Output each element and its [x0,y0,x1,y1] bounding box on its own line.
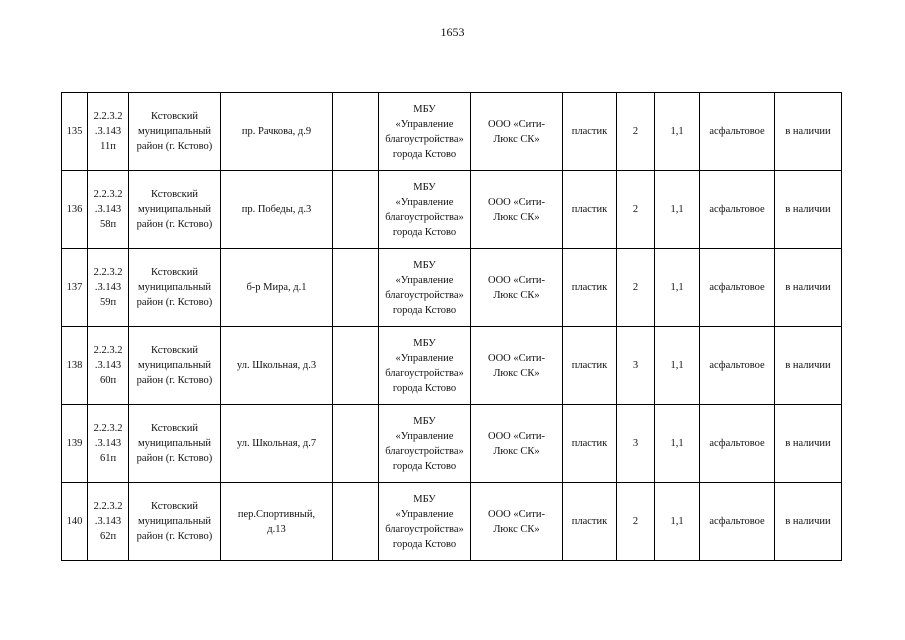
empty-cell [333,249,379,327]
district-line: район (г. Кстово) [136,453,213,464]
site-code-line: 2.2.3.2 [93,423,123,434]
district-line: район (г. Кстово) [136,375,213,386]
owner-line: благоустройства» [385,289,464,301]
surface-type-cell: асфальтовое [700,93,775,171]
empty-cell [333,483,379,561]
district-line: Кстовский [151,345,198,356]
owner-line: благоустройства» [385,211,464,223]
table-row [62,93,842,171]
owner-line: «Управление [395,196,454,208]
site-code-line: 61п [99,453,117,464]
site-code-cell [88,327,129,405]
operator-line: Люкс СК» [493,367,540,379]
row-number-cell: 140 [62,483,88,561]
owner-line: города Кстово [392,304,457,316]
owner-line: благоустройства» [385,133,464,145]
site-code-line: 58п [99,219,117,230]
district-cell [129,93,221,171]
surface-type-cell: асфальтовое [700,483,775,561]
address-cell [221,171,333,249]
table-row [62,405,842,483]
district-line: район (г. Кстово) [136,141,213,152]
row-number-cell: 136 [62,171,88,249]
district-cell [129,171,221,249]
site-code-line: 2.2.3.2 [93,501,123,512]
site-code-cell [88,93,129,171]
owner-line: МБУ [413,493,436,505]
table-row [62,483,842,561]
owner-line: благоустройства» [385,523,464,535]
operator-line: ООО «Сити- [488,508,545,520]
material-cell: пластик [563,483,617,561]
table-row [62,171,842,249]
operator-line: Люкс СК» [493,133,540,145]
owner-line: города Кстово [392,148,457,160]
container-volume-cell: 1,1 [655,327,700,405]
site-code-line: .3.143 [94,282,122,293]
material-cell: пластик [563,405,617,483]
operator-cell [471,249,563,327]
site-code-line: 2.2.3.2 [93,111,123,122]
surface-type-cell: асфальтовое [700,171,775,249]
availability-cell: в наличии [775,327,842,405]
site-code-line: 2.2.3.2 [93,267,123,278]
owner-cell [379,483,471,561]
container-count-cell: 2 [617,249,655,327]
district-line: муниципальный [137,126,212,137]
owner-line: города Кстово [392,226,457,238]
owner-cell [379,327,471,405]
address-line: пер.Спортивный, [237,508,316,520]
address-line: б-р Мира, д.1 [246,282,307,293]
site-code-cell [88,405,129,483]
district-line: муниципальный [137,516,212,527]
address-line: пр. Победы, д.3 [241,204,312,215]
operator-line: ООО «Сити- [488,118,545,130]
owner-line: МБУ [413,103,436,115]
operator-cell [471,93,563,171]
district-cell [129,327,221,405]
district-cell [129,405,221,483]
address-cell [221,327,333,405]
container-volume-cell: 1,1 [655,483,700,561]
material-cell: пластик [563,249,617,327]
row-number-cell: 137 [62,249,88,327]
owner-line: МБУ [413,337,436,349]
availability-cell: в наличии [775,483,842,561]
owner-line: «Управление [395,274,454,286]
address-cell [221,483,333,561]
operator-cell [471,171,563,249]
owner-line: «Управление [395,430,454,442]
address-cell [221,93,333,171]
operator-line: Люкс СК» [493,289,540,301]
table-row [62,327,842,405]
district-line: район (г. Кстово) [136,219,213,230]
address-cell [221,249,333,327]
operator-line: ООО «Сити- [488,196,545,208]
empty-cell [333,327,379,405]
district-line: муниципальный [137,438,212,449]
container-count-cell: 2 [617,93,655,171]
availability-cell: в наличии [775,93,842,171]
operator-line: ООО «Сити- [488,430,545,442]
site-code-line: 62п [99,531,117,542]
site-code-line: 2.2.3.2 [93,189,123,200]
site-code-cell [88,249,129,327]
operator-line: Люкс СК» [493,523,540,535]
district-line: Кстовский [151,267,198,278]
address-cell [221,405,333,483]
availability-cell: в наличии [775,249,842,327]
owner-cell [379,405,471,483]
site-code-line: 60п [99,375,117,386]
surface-type-cell: асфальтовое [700,249,775,327]
owner-line: «Управление [395,118,454,130]
site-code-line: .3.143 [94,360,122,371]
container-count-cell: 2 [617,171,655,249]
owner-line: благоустройства» [385,367,464,379]
site-code-line: .3.143 [94,438,122,449]
operator-line: Люкс СК» [493,211,540,223]
address-line: пр. Рачкова, д.9 [241,126,312,137]
site-code-line: .3.143 [94,204,122,215]
container-count-cell: 2 [617,483,655,561]
availability-cell: в наличии [775,405,842,483]
table-row [62,249,842,327]
district-line: муниципальный [137,204,212,215]
table-body [62,93,842,561]
owner-line: «Управление [395,352,454,364]
site-code-line: 2.2.3.2 [93,345,123,356]
owner-line: благоустройства» [385,445,464,457]
owner-line: города Кстово [392,538,457,550]
operator-cell [471,405,563,483]
container-volume-cell: 1,1 [655,171,700,249]
address-line: ул. Школьная, д.7 [236,438,317,449]
owner-cell [379,171,471,249]
district-line: Кстовский [151,189,198,200]
operator-line: Люкс СК» [493,445,540,457]
district-cell [129,249,221,327]
district-line: Кстовский [151,111,198,122]
empty-cell [333,171,379,249]
page-number: 1653 [440,25,465,39]
address-line: ул. Школьная, д.3 [236,360,317,371]
owner-line: МБУ [413,259,436,271]
row-number-cell: 135 [62,93,88,171]
owner-line: МБУ [413,415,436,427]
site-code-line: .3.143 [94,516,122,527]
material-cell: пластик [563,93,617,171]
owner-cell [379,249,471,327]
address-line: д.13 [267,523,286,535]
owner-line: «Управление [395,508,454,520]
owner-cell [379,93,471,171]
owner-line: города Кстово [392,460,457,472]
operator-line: ООО «Сити- [488,352,545,364]
availability-cell: в наличии [775,171,842,249]
site-code-line: 11п [100,141,116,152]
container-volume-cell: 1,1 [655,93,700,171]
operator-cell [471,483,563,561]
site-code-cell [88,171,129,249]
district-line: Кстовский [151,423,198,434]
district-line: муниципальный [137,360,212,371]
surface-type-cell: асфальтовое [700,405,775,483]
container-count-cell: 3 [617,405,655,483]
material-cell: пластик [563,327,617,405]
district-line: муниципальный [137,282,212,293]
site-code-line: 59п [99,297,117,308]
empty-cell [333,93,379,171]
operator-line: ООО «Сити- [488,274,545,286]
district-line: район (г. Кстово) [136,297,213,308]
container-sites-table [61,92,842,561]
district-line: район (г. Кстово) [136,531,213,542]
site-code-cell [88,483,129,561]
district-cell [129,483,221,561]
row-number-cell: 138 [62,327,88,405]
district-line: Кстовский [151,501,198,512]
surface-type-cell: асфальтовое [700,327,775,405]
owner-line: города Кстово [392,382,457,394]
container-count-cell: 3 [617,327,655,405]
material-cell: пластик [563,171,617,249]
empty-cell [333,405,379,483]
site-code-line: .3.143 [94,126,122,137]
owner-line: МБУ [413,181,436,193]
operator-cell [471,327,563,405]
row-number-cell: 139 [62,405,88,483]
container-volume-cell: 1,1 [655,405,700,483]
container-volume-cell: 1,1 [655,249,700,327]
